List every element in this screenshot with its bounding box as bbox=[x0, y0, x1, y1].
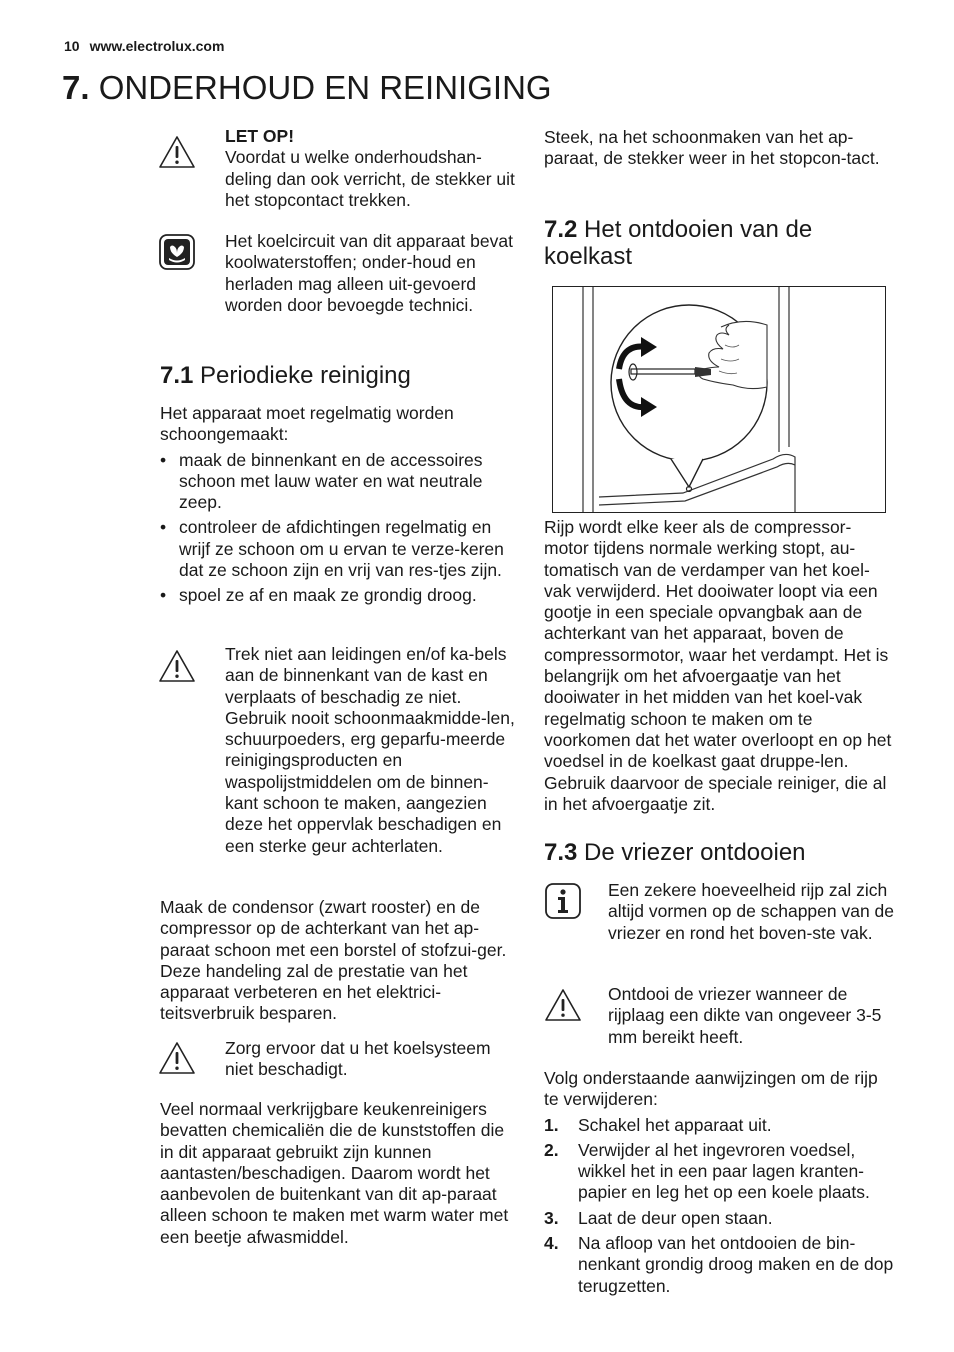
chapter-title bbox=[62, 66, 552, 110]
environment-icon bbox=[158, 233, 196, 271]
warning-triangle-icon bbox=[544, 987, 582, 1025]
section-7-2-heading bbox=[544, 216, 884, 270]
note-heading: LET OP! bbox=[225, 126, 295, 146]
step-text: Laat de deur open staan. bbox=[578, 1207, 773, 1228]
info-icon bbox=[544, 882, 582, 920]
list-item: • controleer de afdichtingen regelmatig en wrijf ze schoon om u ervan te verze-keren dat ze schoon zijn en vrij van res-tjes zijn. bbox=[160, 517, 520, 581]
note-text: Trek niet aan leidingen en/of ka-bels aan de binnenkant van de kast en verplaats of beschadig ze niet. bbox=[225, 644, 507, 707]
section-title: Periodieke reiniging bbox=[200, 362, 411, 389]
step-text: Verwijder al het ingevroren voedsel, wikkel het in een paar lagen kranten-papier en leg het op een koele plaats. bbox=[578, 1139, 870, 1203]
defrost-steps-list bbox=[544, 1115, 894, 1297]
warning-note-1 bbox=[225, 126, 515, 211]
section-7-3-body bbox=[544, 1068, 894, 1297]
intro-paragraph: Het apparaat moet regelmatig worden schoongemaakt: bbox=[160, 403, 454, 445]
section-number: 7.1 bbox=[160, 362, 194, 389]
info-note-frost bbox=[608, 880, 898, 944]
intro-paragraph: Volg onderstaande aanwijzingen om de rijp te verwijderen: bbox=[544, 1068, 878, 1110]
environment-note bbox=[225, 231, 515, 316]
note-text: Voordat u welke onderhoudshan-deling dan ook verricht, de stekker uit het stopcontact trekken. bbox=[225, 147, 515, 210]
list-item bbox=[544, 1140, 894, 1204]
paragraph: Steek, na het schoonmaken van het ap-paraat, de stekker weer in het stopcon-tact. bbox=[544, 127, 880, 169]
list-item bbox=[544, 1115, 894, 1136]
page-header bbox=[64, 38, 224, 54]
page-number: 10 bbox=[64, 38, 80, 54]
cleaning-bullet-list bbox=[160, 450, 520, 607]
note-text: Het koelcircuit van dit apparaat bevat koolwaterstoffen; onder-houd en herladen mag alleen uit-gevoerd worden door bevoegde technici. bbox=[225, 231, 513, 315]
list-item bbox=[544, 1233, 894, 1297]
warning-triangle-icon bbox=[158, 134, 196, 172]
section-7-2-body bbox=[544, 517, 896, 815]
chapter-number: 7. bbox=[62, 69, 90, 106]
section-number: 7.3 bbox=[544, 839, 578, 866]
paragraph: Rijp wordt elke keer als de compressor-motor tijdens normale werking stopt, au-tomatisch van de verdamper van het koel-vak verwijderd. Het dooiwater loopt via een gootje in een speciale opvangbak aan de achterkant van het apparaat, boven de compressormotor, waar het verdampt. Het is belangrijk om het afvoergaatje van het dooiwater in het midden van het koel-vak regelmatig schoon te maken om te voorkomen dat het water overloopt en op het voedsel in de koelkast gaat druppe-len. Gebruik daarvoor de speciale reiniger, die al in het afvoergaatje zit. bbox=[544, 517, 892, 814]
note-text: Ontdooi de vriezer wanneer de rijplaag een dikte van ongeveer 3-5 mm bereikt heeft. bbox=[608, 984, 882, 1047]
step-number: 4. bbox=[544, 1233, 559, 1254]
warning-note-cooling-system bbox=[225, 1038, 515, 1081]
defrost-figure-svg bbox=[553, 287, 885, 512]
section-title: De vriezer ontdooien bbox=[584, 839, 806, 866]
list-item: • spoel ze af en maak ze grondig droog. bbox=[160, 585, 520, 606]
list-item: • maak de binnenkant en de accessoires schoon met lauw water en wat neutrale zeep. bbox=[160, 450, 520, 514]
step-text: Schakel het apparaat uit. bbox=[578, 1114, 772, 1135]
cleaners-paragraph bbox=[160, 1099, 520, 1248]
warning-note-thickness bbox=[608, 984, 888, 1048]
step-number: 2. bbox=[544, 1139, 559, 1160]
warning-note-cables bbox=[225, 644, 515, 857]
chapter-title-text: ONDERHOUD EN REINIGING bbox=[98, 69, 552, 106]
website-url: www.electrolux.com bbox=[89, 38, 225, 54]
step-text: Na afloop van het ontdooien de bin-nenkant grondig droog maken en de dop terugzetten. bbox=[578, 1233, 894, 1296]
paragraph: Veel normaal verkrijgbare keukenreinigers bevatten chemicaliën die de kunststoffen die in dit apparaat gebruikt zijn kunnen aantasten/beschadigen. Daarom wordt het aanbevolen de buitenkant van dit ap-paraat alleen schoon te maken met warm water met een beetje afwasmiddel. bbox=[160, 1099, 509, 1247]
warning-triangle-icon bbox=[158, 1040, 196, 1078]
section-7-1-body bbox=[160, 403, 520, 607]
defrost-drain-illustration bbox=[552, 286, 886, 513]
note-text: Gebruik nooit schoonmaakmidde-len, schuurpoeders, erg geparfu-meerde reinigingsproducten en waspolijstmiddelen om de binnen-kant schoon te maken, aangezien deze het oppervlak beschadigen en een sterke geur achterlaten. bbox=[225, 707, 515, 856]
plug-paragraph bbox=[544, 127, 894, 170]
warning-triangle-icon bbox=[158, 648, 196, 686]
section-7-1-heading bbox=[160, 362, 411, 389]
list-item bbox=[544, 1208, 894, 1229]
note-text: Een zekere hoeveelheid rijp zal zich altijd vormen op de schappen van de vriezer en rond het boven-ste vak. bbox=[608, 880, 895, 943]
note-text: Zorg ervoor dat u het koelsysteem niet beschadigt. bbox=[225, 1038, 491, 1080]
paragraph: Maak de condensor (zwart rooster) en de compressor op de achterkant van het ap-paraat schoon met een borstel of stofzui-ger. Deze handeling zal de prestatie van het apparaat verbeteren en het elektrici-teitsverbruik besparen. bbox=[160, 897, 507, 1024]
section-title: Het ontdooien van de koelkast bbox=[544, 216, 813, 270]
section-number: 7.2 bbox=[544, 216, 578, 243]
section-7-3-heading bbox=[544, 839, 806, 866]
step-number: 1. bbox=[544, 1114, 559, 1135]
step-number: 3. bbox=[544, 1207, 559, 1228]
condensor-paragraph bbox=[160, 897, 520, 1025]
